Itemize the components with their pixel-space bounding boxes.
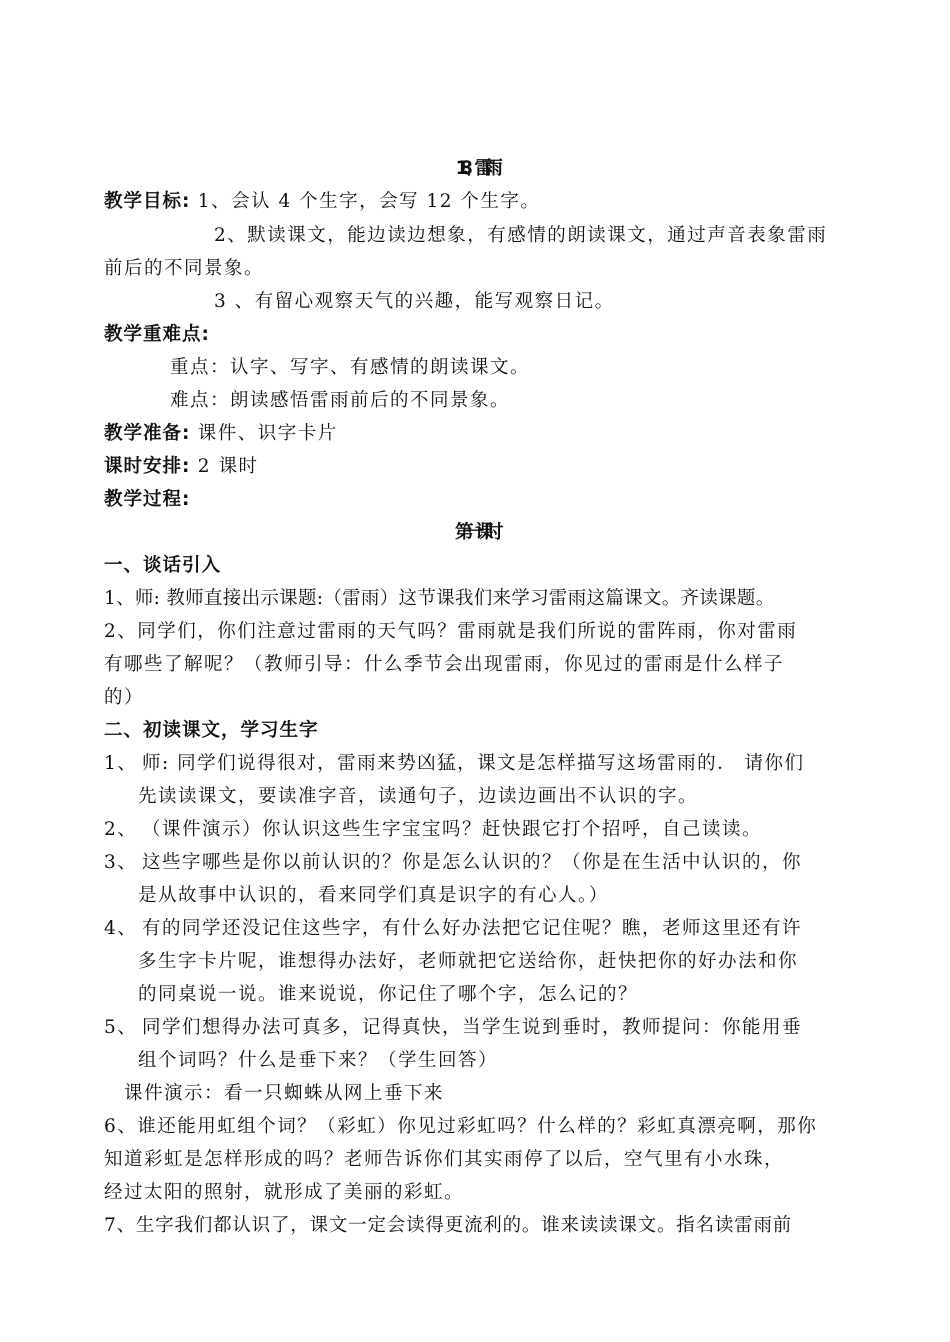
schedule-label: 课时安排: [104,456,191,477]
item-number: 5、 [104,1017,138,1038]
preparation-line [104,417,338,450]
section-2-para-7a: 7、生字我们都认识了，课文一定会读得更流利的。谁来读读课文。指名读雷雨前 [104,1215,793,1236]
section-2-item-1 [104,747,805,780]
section-1-heading: 一、谈话引入 [104,555,222,576]
objectives-label: 教学目标: [104,191,191,212]
section-1-para-2a: 2、同学们，你们注意过雷雨的天气吗？雷雨就是我们所说的雷阵雨，你对雷雨 [104,621,798,642]
item-text: （课件演示）你认识这些生字宝宝吗？赶快跟它打个招呼，自己读读。 [142,819,763,840]
item-number: 4、 [104,918,138,939]
lesson-title: 第一课时 [454,522,495,543]
section-1-para-2b: 有哪些了解呢？（教师引导：什么季节会出现雷雨，你见过的雷雨是什么样子 [104,654,785,675]
item-number: 2、 [104,819,138,840]
objective-3: 3 、有留心观察天气的兴趣，能写观察日记。 [214,291,615,312]
section-2-item-5b: 组个词吗？什么是垂下来？（学生回答） [138,1050,499,1071]
section-2-heading: 二、初读课文，学习生字 [104,720,319,741]
section-2-item-2 [104,813,762,846]
preparation-value: 课件、识字卡片 [197,423,338,444]
key-point-focus: 重点：认字、写字、有感情的朗读课文。 [170,357,531,378]
section-2-item-3 [104,846,802,879]
item-number: 3、 [104,852,138,873]
section-2-para-6b: 知道彩虹是怎样形成的吗？老师告诉你们其实雨停了以后，空气里有小水珠， [104,1149,785,1170]
section-2-para-6a: 6、谁还能用虹组个词？（彩虹）你见过彩虹吗？什么样的？彩虹真漂亮啊，那你 [104,1116,818,1137]
key-points-label: 教学重难点: [104,324,210,345]
item-number: 1、 [104,753,138,774]
objective-1: 1、会认 4 个生字，会写 12 个生字。 [197,191,541,212]
item-text: 同学们想得办法可真多，记得真快，当学生说到垂时，教师提问：你能用垂 [142,1017,803,1038]
section-1-para-2c: 的） [104,687,145,708]
item-text: 有的同学还没记住这些字，有什么好办法把它记住呢？瞧，老师这里还有许 [142,918,803,939]
schedule-line [104,450,258,483]
objective-2a: 2、默读课文，能边读边想象，有感情的朗读课文，通过声音表象雷雨 [214,225,828,246]
preparation-label: 教学准备: [104,423,191,444]
section-2-item-5 [104,1011,802,1044]
item-text: 这些字哪些是你以前认识的？你是怎么认识的？（你是在生活中认识的，你 [142,852,803,873]
section-2-item-4b: 多生字卡片呢，谁想得办法好，老师就把它送给你，赶快把你的好办法和你 [138,951,799,972]
section-2-item-3b: 是从故事中认识的，看来同学们真是识字的有心人。） [138,885,609,906]
key-point-difficulty: 难点：朗读感悟雷雨前后的不同景象。 [170,390,511,411]
section-2-item-4 [104,912,802,945]
schedule-value: 2 课时 [197,456,259,477]
page-title: 18、雷雨 [455,158,495,179]
section-2-para-6c: 经过太阳的照射，就形成了美丽的彩虹。 [104,1182,465,1203]
process-label: 教学过程: [104,489,191,510]
objective-2b: 前后的不同景象。 [104,258,265,279]
objectives-line-1 [104,185,540,218]
section-2-item-1b: 先读读课文，要读准字音，读通句子，边读边画出不认识的字。 [138,786,699,807]
section-1-para-1: 1、师: 教师直接出示课题:（雷雨）这节课我们来学习雷雨这篇课文。齐读课题。 [104,588,775,609]
section-2-item-4c: 的同桌说一说。谁来说说，你记住了哪个字，怎么记的？ [138,984,639,1005]
section-2-demo: 课件演示：看一只蜘蛛从网上垂下来 [124,1083,445,1104]
item-text: 师: 同学们说得很对，雷雨来势凶猛，课文是怎样描写这场雷雨的． 请你们 [142,753,805,774]
